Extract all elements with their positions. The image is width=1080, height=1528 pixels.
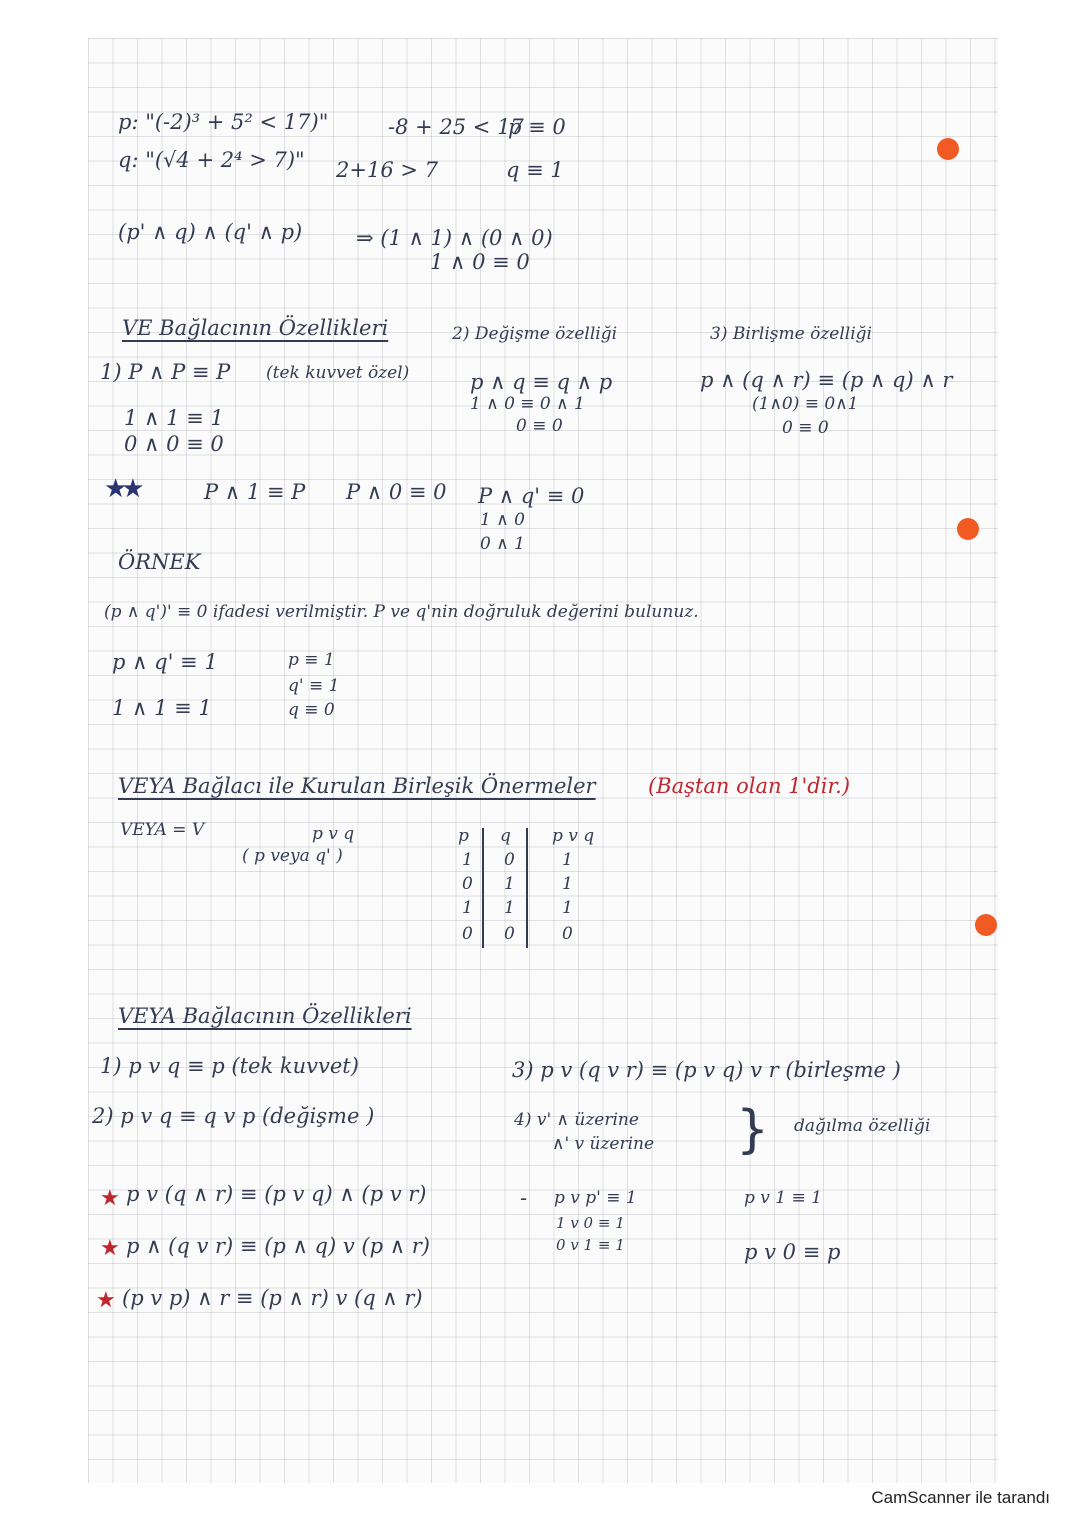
veya-example-complement-a: 1 v 0 ≡ 1 <box>556 1214 625 1232</box>
scanner-watermark: CamScanner ile tarandı <box>871 1488 1050 1507</box>
example-step1: p ∧ q' ≡ 1 <box>112 650 218 674</box>
star-icon: ★ <box>96 1288 116 1313</box>
expression-result: 1 ∧ 0 ≡ 0 <box>430 250 530 274</box>
p-calculation: -8 + 25 < 17 <box>388 115 524 139</box>
table-cell: 0 <box>462 924 473 944</box>
dash-mark: - <box>520 1186 528 1210</box>
distributive-3: (p v p) ∧ r ≡ (p ∧ r) v (q ∧ r) <box>122 1286 423 1310</box>
veya-prop3: 3) p v (q v r) ≡ (p v q) v r (birleşme ) <box>512 1058 901 1082</box>
example-result-q: q ≡ 0 <box>288 700 335 720</box>
expression-evaluation: ⇒ (1 ∧ 1) ∧ (0 ∧ 0) <box>356 226 553 250</box>
ve-prop3-line3: 0 ≡ 0 <box>782 418 829 438</box>
ve-prop1-note: (tek kuvvet özel) <box>266 363 410 383</box>
distributive-2: p ∧ (q v r) ≡ (p ∧ q) v (p ∧ r) <box>126 1234 430 1258</box>
table-cell: 1 <box>504 898 515 918</box>
veya-definition: VEYA = V <box>120 820 205 840</box>
punch-hole <box>975 914 997 936</box>
p-result: p ≡ 0 <box>508 115 566 139</box>
example-question: (p ∧ q')' ≡ 0 ifadesi verilmiştir. P ve q'nin doğruluk değerini bulunuz. <box>104 602 699 622</box>
q-result: q ≡ 1 <box>506 158 564 182</box>
table-header-p: p <box>458 826 469 846</box>
table-cell: 1 <box>462 850 473 870</box>
ve-rule-complement-ex1: 1 ∧ 0 <box>480 510 525 530</box>
ve-prop2-line2: 1 ∧ 0 ≡ 0 ∧ 1 <box>470 394 585 414</box>
ve-rule-complement-ex2: 0 ∧ 1 <box>480 534 525 554</box>
table-cell: 0 <box>504 850 515 870</box>
example-result-p: p ≡ 1 <box>288 650 335 670</box>
ve-prop3-line1: p ∧ (q ∧ r) ≡ (p ∧ q) ∧ r <box>700 368 953 392</box>
ve-prop2-line1: p ∧ q ≡ q ∧ p <box>470 370 613 394</box>
veya-example-zero: p v 0 ≡ p <box>744 1240 841 1264</box>
table-cell: 0 <box>462 874 473 894</box>
q-calculation: 2+16 > 7 <box>336 158 438 182</box>
ve-prop2-title: 2) Değişme özelliği <box>452 324 618 344</box>
ve-prop3-line2: (1∧0) ≡ 0∧1 <box>752 394 859 414</box>
veya-def-note: ( p veya q' ) <box>242 846 343 866</box>
ve-rule-zero: P ∧ 0 ≡ 0 <box>346 480 447 504</box>
table-cell: 1 <box>562 850 573 870</box>
punch-hole <box>957 518 979 540</box>
punch-hole <box>937 138 959 160</box>
veya-section-title: VEYA Bağlacı ile Kurulan Birleşik Önermeler <box>118 774 596 798</box>
star-icon: ★ <box>100 1236 120 1261</box>
veya-section-note: (Baştan olan 1'dir.) <box>648 774 851 798</box>
table-cell: 0 <box>562 924 573 944</box>
ve-prop3-title: 3) Birlişme özelliği <box>710 324 872 344</box>
veya-prop2: 2) p v q ≡ q v p (değişme ) <box>92 1104 375 1128</box>
table-cell: 1 <box>562 874 573 894</box>
ve-section-title: VE Bağlacının Özellikleri <box>122 316 389 340</box>
veya-prop1: 1) p v q ≡ p (tek kuvvet) <box>100 1054 359 1078</box>
ve-rule-identity: P ∧ 1 ≡ P <box>204 480 306 504</box>
table-divider <box>526 828 528 948</box>
table-cell: 1 <box>504 874 515 894</box>
table-cell: 1 <box>462 898 473 918</box>
ve-prop1: 1) P ∧ P ≡ P <box>100 360 231 384</box>
ve-prop1-example1: 1 ∧ 1 ≡ 1 <box>124 406 224 430</box>
veya-example-complement: p v p' ≡ 1 <box>554 1188 637 1208</box>
veya-prop4-line2: ∧' v üzerine <box>552 1134 655 1154</box>
ve-prop2-line3: 0 ≡ 0 <box>516 416 563 436</box>
compound-expression: (p' ∧ q) ∧ (q' ∧ p) <box>118 220 303 244</box>
distributive-1: p v (q ∧ r) ≡ (p v q) ∧ (p v r) <box>126 1182 427 1206</box>
brace-icon: } <box>736 1100 770 1160</box>
veya-prop4-line1: 4) v' ∧ üzerine <box>514 1110 639 1130</box>
veya-example-one: p v 1 ≡ 1 <box>744 1188 822 1208</box>
example-step2: 1 ∧ 1 ≡ 1 <box>112 696 212 720</box>
table-header-pvq: p v q <box>552 826 595 846</box>
table-header-q: q <box>500 826 511 846</box>
q-statement: q: "(√4 + 2⁴ > 7)" <box>118 148 305 172</box>
star-icon: ★★ <box>104 474 139 504</box>
table-divider <box>482 828 484 948</box>
table-cell: 1 <box>562 898 573 918</box>
veya-prop4-note: dağılma özelliği <box>794 1116 931 1136</box>
ve-prop1-example2: 0 ∧ 0 ≡ 0 <box>124 432 224 456</box>
veya-props-title: VEYA Bağlacının Özellikleri <box>118 1004 412 1028</box>
veya-def-expression: p v q <box>312 824 355 844</box>
example-result-qprime: q' ≡ 1 <box>288 676 340 696</box>
veya-example-complement-b: 0 v 1 ≡ 1 <box>556 1236 625 1254</box>
star-icon: ★ <box>100 1186 120 1211</box>
notebook-page <box>88 38 998 1483</box>
example-title: ÖRNEK <box>118 550 201 574</box>
table-cell: 0 <box>504 924 515 944</box>
ve-rule-complement: P ∧ q' ≡ 0 <box>478 484 585 508</box>
p-statement: p: "(-2)³ + 5² < 17)" <box>118 110 329 134</box>
